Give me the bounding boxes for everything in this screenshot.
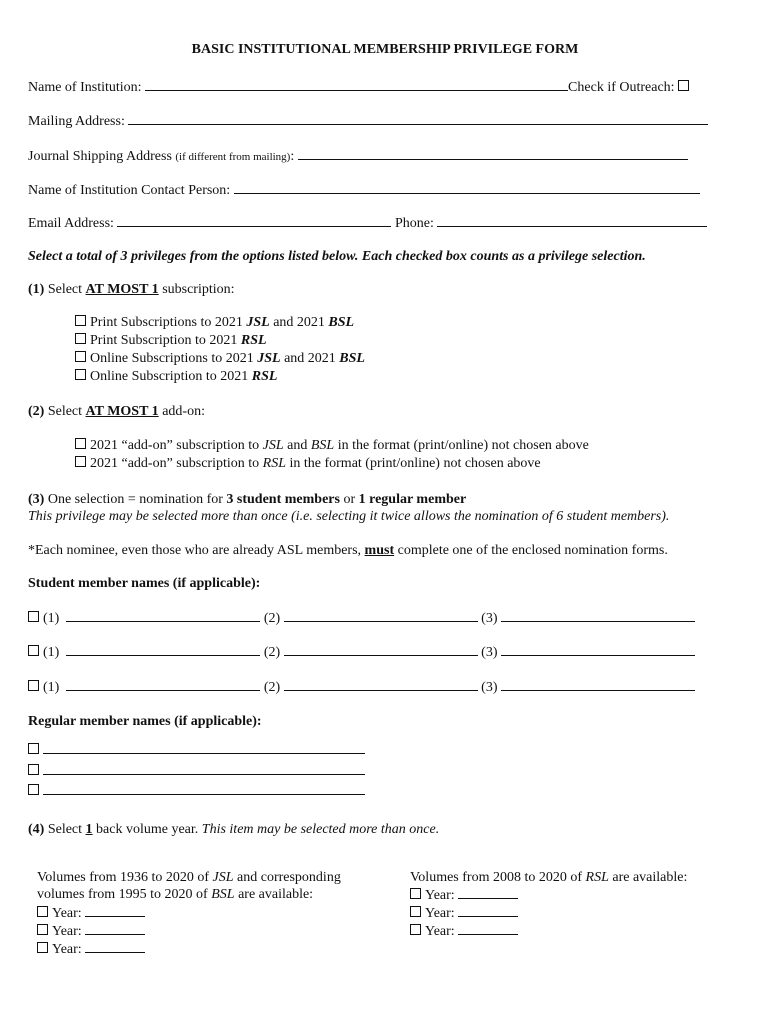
- s1-option-3: Online Subscriptions to 2021 JSL and 2021 BSL: [75, 350, 365, 367]
- regular-row: [28, 782, 365, 800]
- student-row: (1) (2) (3): [28, 609, 695, 627]
- year-input[interactable]: [85, 940, 145, 953]
- student-name-input[interactable]: [284, 643, 478, 656]
- jsl-year-row: Year:: [37, 940, 145, 958]
- checkbox[interactable]: [410, 924, 421, 935]
- checkbox[interactable]: [28, 784, 39, 795]
- student-row: (1) (2) (3): [28, 678, 695, 696]
- jsl-year-row: Year:: [37, 922, 145, 940]
- institution-input[interactable]: [145, 78, 568, 91]
- rsl-year-row: Year:: [410, 922, 518, 940]
- regular-name-input[interactable]: [43, 782, 365, 795]
- year-input[interactable]: [458, 886, 518, 899]
- regular-row: [28, 762, 365, 780]
- rsl-year-row: Year:: [410, 886, 518, 904]
- student-name-input[interactable]: [501, 643, 695, 656]
- checkbox[interactable]: [28, 743, 39, 754]
- section-3-note: This privilege may be selected more than once (i.e. selecting it twice allows the nomination of 6 student members).: [28, 509, 670, 524]
- page-title: BASIC INSTITUTIONAL MEMBERSHIP PRIVILEGE FORM: [191, 42, 579, 57]
- student-name-input[interactable]: [66, 678, 260, 691]
- shipping-address-input[interactable]: [298, 147, 688, 160]
- checkbox[interactable]: [410, 888, 421, 899]
- checkbox[interactable]: [37, 924, 48, 935]
- jsl-bsl-volumes-text-2: volumes from 1995 to 2020 of BSL are available:: [37, 887, 314, 902]
- student-heading: Student member names (if applicable):: [28, 576, 261, 591]
- s1-option-2: Print Subscription to 2021 RSL: [75, 332, 267, 349]
- regular-row: [28, 741, 365, 759]
- checkbox[interactable]: [28, 680, 39, 691]
- checkbox[interactable]: [28, 611, 39, 622]
- nominee-note: *Each nominee, even those who are already ASL members, must complete one of the enclosed nomination forms.: [28, 543, 668, 558]
- regular-heading: Regular member names (if applicable):: [28, 714, 262, 729]
- outreach-checkbox[interactable]: [678, 80, 689, 91]
- student-row: (1) (2) (3): [28, 643, 695, 661]
- mailing-address-field: Mailing Address:: [28, 112, 708, 130]
- checkbox[interactable]: [75, 333, 86, 344]
- checkbox[interactable]: [37, 906, 48, 917]
- institution-field: Name of Institution: Check if Outreach:: [28, 78, 693, 96]
- rsl-volumes-text: Volumes from 2008 to 2020 of RSL are available:: [410, 870, 688, 885]
- s1-option-4: Online Subscription to 2021 RSL: [75, 368, 277, 385]
- checkbox[interactable]: [28, 645, 39, 656]
- section-2-heading: (2) Select AT MOST 1 add-on:: [28, 404, 205, 419]
- student-name-input[interactable]: [501, 609, 695, 622]
- mailing-address-input[interactable]: [128, 112, 708, 125]
- student-name-input[interactable]: [284, 678, 478, 691]
- student-name-input[interactable]: [501, 678, 695, 691]
- year-input[interactable]: [458, 904, 518, 917]
- student-name-input[interactable]: [284, 609, 478, 622]
- regular-name-input[interactable]: [43, 741, 365, 754]
- jsl-year-row: Year:: [37, 904, 145, 922]
- checkbox[interactable]: [37, 942, 48, 953]
- student-name-input[interactable]: [66, 643, 260, 656]
- contact-person-field: Name of Institution Contact Person:: [28, 181, 700, 199]
- year-input[interactable]: [458, 922, 518, 935]
- checkbox[interactable]: [410, 906, 421, 917]
- regular-name-input[interactable]: [43, 762, 365, 775]
- section-1-heading: (1) Select AT MOST 1 subscription:: [28, 282, 235, 297]
- year-input[interactable]: [85, 904, 145, 917]
- instruction-text: Select a total of 3 privileges from the options listed below. Each checked box counts as a privilege selection.: [28, 249, 646, 264]
- shipping-address-field: Journal Shipping Address (if different from mailing):: [28, 147, 688, 166]
- jsl-bsl-volumes-text: Volumes from 1936 to 2020 of JSL and corresponding: [37, 870, 341, 885]
- checkbox[interactable]: [75, 315, 86, 326]
- checkbox[interactable]: [75, 351, 86, 362]
- section-3-heading: (3) One selection = nomination for 3 student members or 1 regular member: [28, 492, 467, 507]
- s2-option-2: 2021 “add-on” subscription to RSL in the format (print/online) not chosen above: [75, 455, 541, 472]
- s1-option-1: Print Subscriptions to 2021 JSL and 2021 BSL: [75, 314, 354, 331]
- checkbox[interactable]: [75, 438, 86, 449]
- s2-option-1: 2021 “add-on” subscription to JSL and BSL in the format (print/online) not chosen above: [75, 437, 589, 454]
- year-input[interactable]: [85, 922, 145, 935]
- section-4-heading: (4) Select 1 back volume year. This item may be selected more than once.: [28, 822, 440, 837]
- checkbox[interactable]: [28, 764, 39, 775]
- contact-person-input[interactable]: [234, 181, 700, 194]
- checkbox[interactable]: [75, 456, 86, 467]
- email-input[interactable]: [117, 214, 391, 227]
- student-name-input[interactable]: [66, 609, 260, 622]
- email-phone-row: Email Address: Phone:: [28, 214, 707, 232]
- rsl-year-row: Year:: [410, 904, 518, 922]
- checkbox[interactable]: [75, 369, 86, 380]
- phone-input[interactable]: [437, 214, 707, 227]
